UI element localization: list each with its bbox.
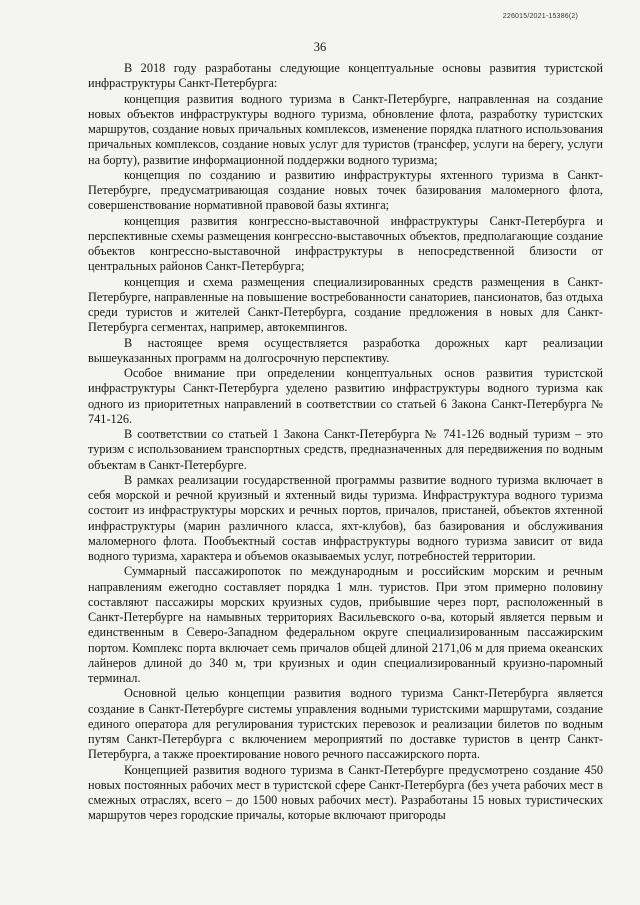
paragraph: В настоящее время осуществляется разработка дорожных карт реализации вышеуказанных программ на долгосрочную перспективу. [88,335,603,365]
paragraph: концепция развития конгрессно-выставочной инфраструктуры Санкт-Петербурга и перспективные схемы размещения конгрессно-выставочных объектов, предполагающие создание объектов конгрессно-выставочной инфраструктуры в непосредственной близости от центральных районов Санкт-Петербурга; [88,213,603,274]
paragraph: Суммарный пассажиропоток по международным и российским морским и речным направлениям ежегодно составляет порядка 1 млн. туристов. При этом примерно половину составляют пассажиры морских круизных судов, прибывшие через порт, расположенный в Санкт-Петербурге на намывных территориях Васильевского о-ва, который является первым и единственным в Северо-Западном федеральном округе специализированным пассажирским портом. Комплекс порта включает семь причалов общей длиной 2171,06 м для приема океанских лайнеров длиной до 340 м, три круизных и один специализированный круизно-паромный терминал. [88,564,603,685]
paragraph: концепция и схема размещения специализированных средств размещения в Санкт-Петербурге, направленные на повышение востребованности санаториев, пансионатов, баз отдыха среди туристов и жителей Санкт-Петербурга, создание предложения в новых для Санкт-Петербурга сегментах, например, автокемпингов. [88,274,603,335]
paragraph: Особое внимание при определении концептуальных основ развития туристской инфраструктуры Санкт-Петербурга уделено развитию инфраструктуры водного туризма как одного из приоритетных направлений в соответствии со статьей 6 Закона Санкт-Петербурга № 741-126. [88,366,603,426]
paragraph: В соответствии со статьей 1 Закона Санкт-Петербурга № 741-126 водный туризм – это туризм с использованием транспортных средств, предназначенных для передвижения по водным объектам в Санкт-Петербурге. [88,427,603,472]
paragraph: Основной целью концепции развития водного туризма Санкт-Петербурга является создание в Санкт-Петербурге системы управления водными туристскими маршрутами, создание единого оператора для регулирования туристских перевозок и реализации билетов по водным путям Санкт-Петербурга с включением мероприятий по доставке туристов в центр Санкт-Петербурга, а также проектирование нового речного пассажирского порта. [88,686,603,762]
page-number: 36 [313,40,327,54]
paragraph: Концепцией развития водного туризма в Санкт-Петербурге предусмотрено создание 450 новых постоянных рабочих мест в туристской сфере Санкт-Петербурга (без учета рабочих мест в смежных отраслях, всего – до 1500 новых рабочих мест). Разработаны 15 новых туристических маршрутов через городские причалы, которые включают пригороды [88,762,603,823]
paragraph: В 2018 году разработаны следующие концептуальные основы развития туристской инфраструктуры Санкт-Петербурга: [88,61,603,91]
paragraph: концепция развития водного туризма в Санкт-Петербурге, направленная на создание новых объектов инфраструктуры водного туризма, обновление флота, разработку туристских маршрутов, создание новых причальных комплексов, изменение порядка платного использования причальных комплексов, создание новых услуг для туристов (трансфер, услуги на берегу, услуги на борту), развитие информационной поддержки водного туризма; [88,91,603,167]
paragraph: В рамках реализации государственной программы развитие водного туризма включает в себя морской и речной круизный и яхтенный виды туризма. Инфраструктура водного туризма состоит из инфраструктуры морских и речных портов, причалов, пристаней, объектов яхтенной инфраструктуры (марин различного класса, яхт-клубов), баз базирования и обслуживания маломерного флота. Пообъектный состав инфраструктуры водного туризма зависит от вида водного туризма, характера и объемов оказываемых услуг, потребностей территории. [88,472,603,563]
body-text [88,61,603,824]
paragraph: концепция по созданию и развитию инфраструктуры яхтенного туризма в Санкт-Петербурге, предусматривающая создание новых точек базирования маломерного флота, совершенствование нормативной правовой базы яхтинга; [88,167,603,213]
document-id: 226015/2021-15386(2) [502,13,578,20]
